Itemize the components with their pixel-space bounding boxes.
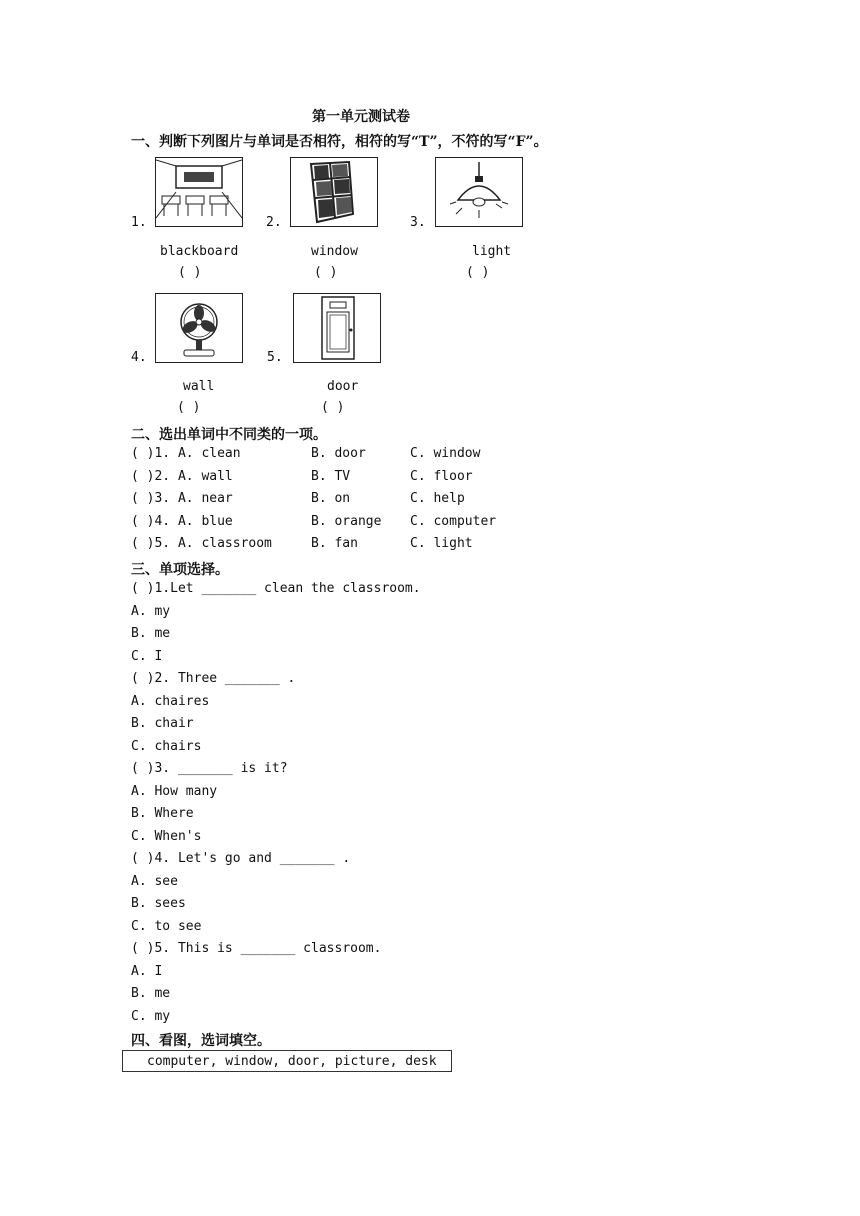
door-icon xyxy=(293,293,381,363)
item-1-number: 1. xyxy=(131,215,147,230)
odd-one-out-option-c: C. floor xyxy=(410,469,473,484)
choice-question[interactable]: ( )1.Let _______ clean the classroom. xyxy=(131,581,421,596)
item-2-answer-blank[interactable]: ( ) xyxy=(314,265,338,280)
choice-option: A. see xyxy=(131,874,178,889)
odd-one-out-option-b: B. TV xyxy=(311,469,351,484)
item-3-answer-blank[interactable]: ( ) xyxy=(466,265,490,280)
odd-one-out-option-c: C. help xyxy=(410,491,465,506)
section-1-heading: 一、判断下列图片与单词是否相符，相符的写“T”，不符的写“F”。 xyxy=(131,134,548,150)
choice-option: A. I xyxy=(131,964,163,979)
odd-one-out-question[interactable]: ( )4. A. blue xyxy=(131,514,233,529)
choice-option: C. to see xyxy=(131,919,202,934)
item-2-number: 2. xyxy=(266,215,282,230)
choice-option: B. me xyxy=(131,986,171,1001)
odd-one-out-question[interactable]: ( )2. A. wall xyxy=(131,469,233,484)
choice-option: B. chair xyxy=(131,716,194,731)
odd-one-out-row xyxy=(131,536,272,552)
item-5-number: 5. xyxy=(267,350,283,365)
item-3-word: light xyxy=(472,244,512,259)
section-3-heading: 三、单项选择。 xyxy=(131,562,229,578)
item-4-word: wall xyxy=(183,379,215,394)
lamp-icon xyxy=(435,157,523,227)
choice-option: B. me xyxy=(131,626,171,641)
word-bank: computer, window, door, picture, desk xyxy=(122,1050,452,1072)
item-2-word: window xyxy=(311,244,358,259)
section-4-heading: 四、看图，选词填空。 xyxy=(131,1033,271,1049)
item-4-number: 4. xyxy=(131,350,147,365)
choice-option: C. my xyxy=(131,1009,171,1024)
odd-one-out-question[interactable]: ( )5. A. classroom xyxy=(131,536,272,551)
odd-one-out-option-b: B. on xyxy=(311,491,351,506)
odd-one-out-question[interactable]: ( )1. A. clean xyxy=(131,446,241,461)
fan-icon xyxy=(155,293,243,363)
choice-option: A. How many xyxy=(131,784,218,799)
odd-one-out-option-c: C. light xyxy=(410,536,473,551)
odd-one-out-row xyxy=(131,491,233,507)
item-4-answer-blank[interactable]: ( ) xyxy=(177,400,201,415)
item-1-answer-blank[interactable]: ( ) xyxy=(178,265,202,280)
item-5-answer-blank[interactable]: ( ) xyxy=(321,400,345,415)
odd-one-out-option-c: C. window xyxy=(410,446,481,461)
odd-one-out-option-c: C. computer xyxy=(410,514,497,529)
odd-one-out-row xyxy=(131,514,233,530)
page-title: 第一单元测试卷 xyxy=(312,109,410,125)
odd-one-out-row xyxy=(131,469,233,485)
choice-option: A. chaires xyxy=(131,694,210,709)
classroom-icon xyxy=(155,157,243,227)
choice-option: A. my xyxy=(131,604,171,619)
choice-option: B. sees xyxy=(131,896,186,911)
window-icon xyxy=(290,157,378,227)
choice-question[interactable]: ( )5. This is _______ classroom. xyxy=(131,941,382,956)
choice-question[interactable]: ( )2. Three _______ . xyxy=(131,671,296,686)
choice-option: C. When's xyxy=(131,829,202,844)
choice-question[interactable]: ( )4. Let's go and _______ . xyxy=(131,851,351,866)
choice-option: C. I xyxy=(131,649,163,664)
choice-question[interactable]: ( )3. _______ is it? xyxy=(131,761,288,776)
item-5-word: door xyxy=(327,379,359,394)
item-3-number: 3. xyxy=(410,215,426,230)
odd-one-out-row xyxy=(131,446,241,462)
section-2-heading: 二、选出单词中不同类的一项。 xyxy=(131,427,327,443)
odd-one-out-option-b: B. door xyxy=(311,446,366,461)
odd-one-out-option-b: B. fan xyxy=(311,536,358,551)
odd-one-out-option-b: B. orange xyxy=(311,514,382,529)
choice-option: C. chairs xyxy=(131,739,202,754)
choice-option: B. Where xyxy=(131,806,194,821)
item-1-word: blackboard xyxy=(160,244,239,259)
odd-one-out-question[interactable]: ( )3. A. near xyxy=(131,491,233,506)
